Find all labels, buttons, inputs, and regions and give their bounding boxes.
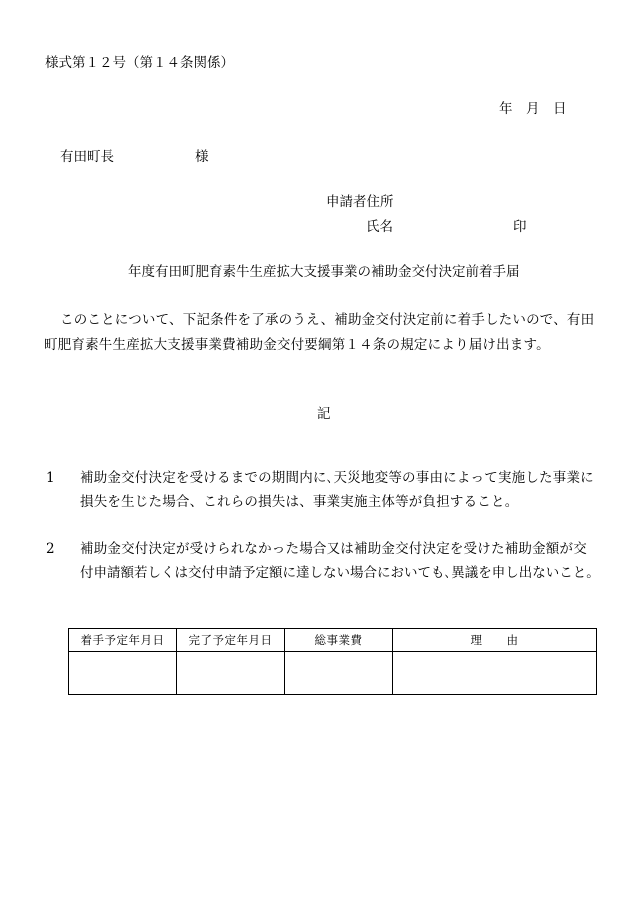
header-reason: 理 由	[393, 629, 597, 652]
addressee: 有田町長 様	[60, 149, 209, 165]
cell-start-date[interactable]	[69, 652, 177, 695]
date-line: 年 月 日	[499, 101, 567, 117]
cell-completion-date[interactable]	[177, 652, 285, 695]
cell-total-cost[interactable]	[285, 652, 393, 695]
schedule-table	[68, 628, 597, 695]
condition-1-number: 1	[46, 470, 55, 486]
condition-2-line-1: 補助金交付決定が受けられなかった場合又は補助金交付決定を受けた補助金額が交	[80, 541, 587, 557]
intro-line-1: このことについて、下記条件を了承のうえ、補助金交付決定前に着手したいので、有田	[60, 312, 595, 328]
condition-2-number: 2	[46, 541, 55, 557]
table-row	[69, 652, 597, 695]
intro-line-2: 町肥育素牛生産拡大支援事業費補助金交付要綱第１４条の規定により届け出ます。	[44, 337, 550, 353]
header-completion-date: 完了予定年月日	[177, 629, 285, 652]
condition-1-line-1: 補助金交付決定を受けるまでの期間内に､天災地変等の事由によって実施した事業に	[80, 470, 594, 486]
condition-2-line-2: 付申請額若しくは交付申請予定額に達しない場合においても､異議を申し出ないこと。	[80, 565, 600, 581]
seal-label: 印	[513, 219, 527, 235]
applicant-name-label: 氏名	[366, 219, 393, 235]
table-header-row	[69, 629, 597, 652]
header-start-date: 着手予定年月日	[69, 629, 177, 652]
cell-reason[interactable]	[393, 652, 597, 695]
form-number: 様式第１２号（第１４条関係）	[45, 55, 234, 71]
ki-heading: 記	[317, 406, 331, 422]
header-total-cost: 総事業費	[285, 629, 393, 652]
document-title: 年度有田町肥育素牛生産拡大支援事業の補助金交付決定前着手届	[128, 264, 520, 280]
condition-1-line-2: 損失を生じた場合、これらの損失は、事業実施主体等が負担すること。	[80, 494, 519, 510]
applicant-address-label: 申請者住所	[326, 194, 394, 210]
